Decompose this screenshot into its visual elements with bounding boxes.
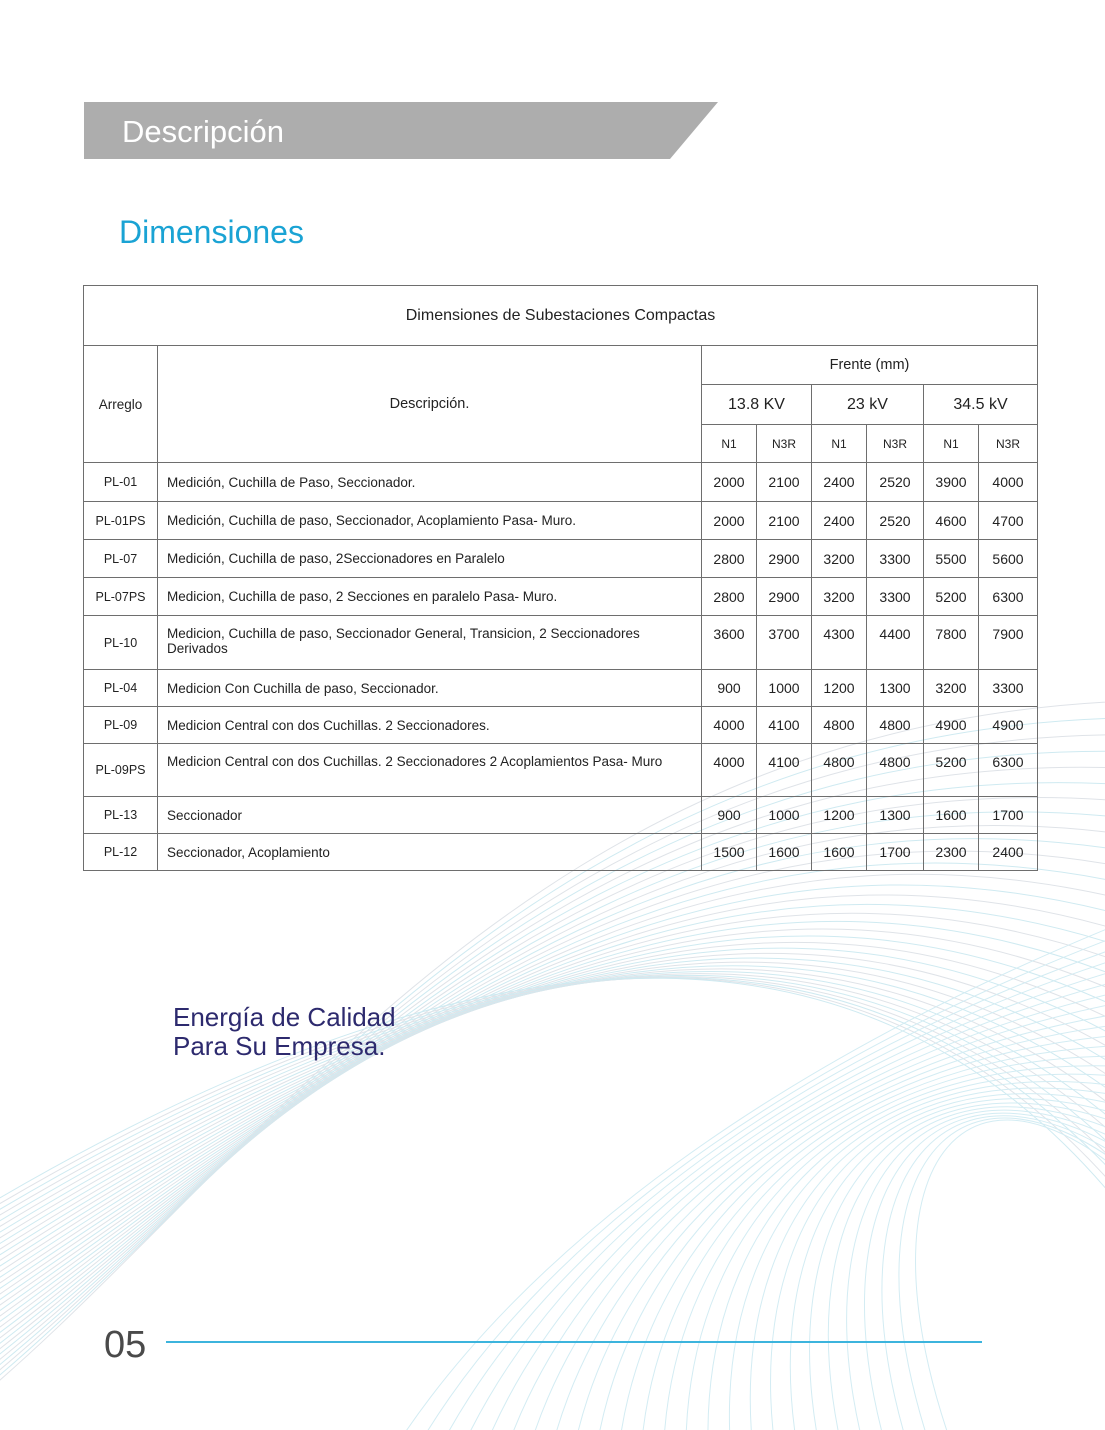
wave-line xyxy=(899,1118,1105,1430)
row-value: 3600 xyxy=(702,616,757,670)
header-arreglo: Arreglo xyxy=(84,346,158,463)
row-value: 7800 xyxy=(924,616,979,670)
header-frente: Frente (mm) xyxy=(702,346,1038,385)
row-value: 2100 xyxy=(757,463,812,502)
wave-line xyxy=(466,940,1105,1430)
row-code: PL-13 xyxy=(84,797,158,834)
row-value: 4000 xyxy=(702,707,757,744)
row-value: 2000 xyxy=(702,502,757,540)
table-row xyxy=(84,670,1038,707)
subcolumn-header: N1 xyxy=(812,425,867,463)
row-value: 5500 xyxy=(924,540,979,578)
row-value: 4600 xyxy=(924,502,979,540)
row-value: 4400 xyxy=(867,616,924,670)
table-row xyxy=(84,707,1038,744)
row-description: Medicion Central con dos Cuchillas. 2 Seccionadores. xyxy=(158,707,702,744)
slogan-line-2: Para Su Empresa. xyxy=(173,1031,386,1061)
subcolumn-header: N3R xyxy=(757,425,812,463)
wave-line xyxy=(0,948,1105,1305)
wave-line xyxy=(0,978,1105,1289)
row-value: 4700 xyxy=(979,502,1038,540)
row-value: 2800 xyxy=(702,540,757,578)
banner-title: Descripción xyxy=(122,114,284,149)
row-value: 2400 xyxy=(812,502,867,540)
table-row xyxy=(84,502,1038,540)
header-descripcion: Descripción. xyxy=(158,346,702,463)
row-value: 1600 xyxy=(924,797,979,834)
table-row xyxy=(84,744,1038,797)
row-value: 1000 xyxy=(757,670,812,707)
row-value: 7900 xyxy=(979,616,1038,670)
row-code: PL-12 xyxy=(84,834,158,871)
wave-line xyxy=(865,1113,1105,1430)
row-value: 1300 xyxy=(867,670,924,707)
row-code: PL-04 xyxy=(84,670,158,707)
row-value: 3900 xyxy=(924,463,979,502)
table-row xyxy=(84,578,1038,616)
row-value: 900 xyxy=(702,670,757,707)
row-value: 5600 xyxy=(979,540,1038,578)
subcolumn-header: N3R xyxy=(867,425,924,463)
dimensions-table xyxy=(83,285,1038,871)
page-number: 05 xyxy=(104,1324,147,1366)
row-description: Medicion, Cuchilla de paso, 2 Secciones en paralelo Pasa- Muro. xyxy=(158,578,702,616)
table-row xyxy=(84,616,1038,670)
row-code: PL-01PS xyxy=(84,502,158,540)
wave-line xyxy=(828,1107,1105,1430)
row-code: PL-07PS xyxy=(84,578,158,616)
subcolumn-header: N1 xyxy=(924,425,979,463)
wave-line xyxy=(444,926,1105,1430)
table-row xyxy=(84,540,1038,578)
table-body xyxy=(84,463,1038,871)
row-value: 1600 xyxy=(757,834,812,871)
row-value: 4000 xyxy=(979,463,1038,502)
row-value: 2000 xyxy=(702,463,757,502)
wave-line xyxy=(0,812,1105,1389)
table-caption: Dimensiones de Subestaciones Compactas xyxy=(84,286,1038,346)
subcolumn-header: N3R xyxy=(979,425,1038,463)
wave-line xyxy=(0,826,1105,1383)
slogan-line-1: Energía de Calidad xyxy=(173,1002,396,1032)
row-value: 1500 xyxy=(702,834,757,871)
row-description: Medición, Cuchilla de paso, Seccionador, Acoplamiento Pasa- Muro. xyxy=(158,502,702,540)
row-code: PL-10 xyxy=(84,616,158,670)
row-value: 4800 xyxy=(812,707,867,744)
wave-line xyxy=(0,874,1105,1358)
row-value: 5200 xyxy=(924,578,979,616)
row-value: 2400 xyxy=(979,834,1038,871)
row-value: 4000 xyxy=(702,744,757,797)
wave-line xyxy=(488,953,1105,1430)
row-value: 3300 xyxy=(867,578,924,616)
row-value: 2520 xyxy=(867,502,924,540)
row-code: PL-07 xyxy=(84,540,158,578)
row-value: 2520 xyxy=(867,463,924,502)
row-value: 4300 xyxy=(812,616,867,670)
row-value: 2400 xyxy=(812,463,867,502)
row-value: 6300 xyxy=(979,578,1038,616)
wave-line xyxy=(0,895,1105,1347)
wave-line xyxy=(790,1099,1105,1430)
row-description: Medicion Central con dos Cuchillas. 2 Seccionadores 2 Acoplamientos Pasa- Muro xyxy=(158,744,702,797)
row-value: 2900 xyxy=(757,540,812,578)
wave-line xyxy=(0,921,1105,1328)
wave-line xyxy=(0,798,1105,1395)
row-value: 2900 xyxy=(757,578,812,616)
table-row xyxy=(84,834,1038,871)
row-value: 3200 xyxy=(812,540,867,578)
wave-line xyxy=(750,1088,1105,1430)
wave-line xyxy=(0,904,1105,1340)
row-value: 3700 xyxy=(757,616,812,670)
row-value: 4800 xyxy=(867,744,924,797)
row-value: 2100 xyxy=(757,502,812,540)
row-value: 5200 xyxy=(924,744,979,797)
voltage-header: 13.8 KV xyxy=(702,385,812,425)
row-value: 900 xyxy=(702,797,757,834)
wave-line xyxy=(810,1103,1105,1430)
row-description: Medición, Cuchilla de Paso, Seccionador. xyxy=(158,463,702,502)
row-value: 4100 xyxy=(757,744,812,797)
row-value: 4800 xyxy=(812,744,867,797)
row-value: 3200 xyxy=(812,578,867,616)
wave-line xyxy=(0,971,1105,1269)
row-value: 3200 xyxy=(924,670,979,707)
row-description: Medicion Con Cuchilla de paso, Seccionador. xyxy=(158,670,702,707)
row-code: PL-01 xyxy=(84,463,158,502)
row-value: 4900 xyxy=(979,707,1038,744)
row-value: 4900 xyxy=(924,707,979,744)
section-banner xyxy=(84,102,718,159)
row-value: 2300 xyxy=(924,834,979,871)
row-value: 6300 xyxy=(979,744,1038,797)
row-value: 1700 xyxy=(979,797,1038,834)
row-value: 1200 xyxy=(812,670,867,707)
subcolumn-header: N1 xyxy=(702,425,757,463)
row-description: Seccionador xyxy=(158,797,702,834)
row-description: Medicion, Cuchilla de paso, Seccionador General, Transicion, 2 Seccionadores Derivados xyxy=(158,616,702,670)
row-value: 1200 xyxy=(812,797,867,834)
row-description: Seccionador, Acoplamiento xyxy=(158,834,702,871)
wave-line xyxy=(642,1045,1105,1430)
row-value: 4800 xyxy=(867,707,924,744)
slogan xyxy=(173,1003,396,1061)
row-value: 1000 xyxy=(757,797,812,834)
row-value: 1600 xyxy=(812,834,867,871)
wave-line xyxy=(532,979,1105,1430)
wave-line xyxy=(0,942,1105,1311)
voltage-header: 34.5 kV xyxy=(924,385,1038,425)
wave-line xyxy=(916,1120,1105,1430)
row-value: 2800 xyxy=(702,578,757,616)
row-value: 4100 xyxy=(757,707,812,744)
row-value: 3300 xyxy=(979,670,1038,707)
table-row xyxy=(84,797,1038,834)
row-value: 1700 xyxy=(867,834,924,871)
section-title: Dimensiones xyxy=(119,214,304,250)
row-value: 3300 xyxy=(867,540,924,578)
footer-rule xyxy=(166,1341,982,1343)
row-value: 1300 xyxy=(867,797,924,834)
wave-line xyxy=(0,863,1105,1365)
row-code: PL-09 xyxy=(84,707,158,744)
table-row xyxy=(84,463,1038,502)
row-description: Medición, Cuchilla de paso, 2Seccionadores en Paralelo xyxy=(158,540,702,578)
voltage-header: 23 kV xyxy=(812,385,924,425)
row-code: PL-09PS xyxy=(84,744,158,797)
